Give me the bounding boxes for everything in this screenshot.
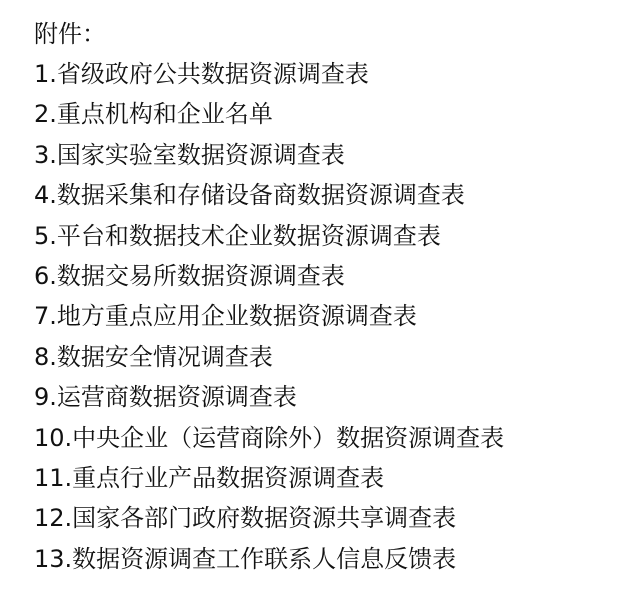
list-item: 10.中央企业（运营商除外）数据资源调查表 xyxy=(34,423,505,452)
list-item: 9.运营商数据资源调查表 xyxy=(34,383,297,412)
list-item: 12.国家各部门政府数据资源共享调查表 xyxy=(34,504,457,533)
list-item: 3.国家实验室数据资源调查表 xyxy=(34,140,345,169)
attachment-document xyxy=(34,14,634,579)
list-item: 8.数据安全情况调查表 xyxy=(34,342,273,371)
list-item: 5.平台和数据技术企业数据资源调查表 xyxy=(34,221,441,250)
list-item: 6.数据交易所数据资源调查表 xyxy=(34,261,345,290)
list-item: 2.重点机构和企业名单 xyxy=(34,100,273,129)
list-item: 1.省级政府公共数据资源调查表 xyxy=(34,60,369,88)
list-item: 4.数据采集和存储设备商数据资源调查表 xyxy=(34,181,465,210)
attachment-heading: 附件： xyxy=(34,20,106,48)
list-item: 7.地方重点应用企业数据资源调查表 xyxy=(34,302,417,331)
list-item: 11.重点行业产品数据资源调查表 xyxy=(34,463,385,492)
list-item: 13.数据资源调查工作联系人信息反馈表 xyxy=(34,544,457,573)
attachment-list xyxy=(34,54,634,579)
